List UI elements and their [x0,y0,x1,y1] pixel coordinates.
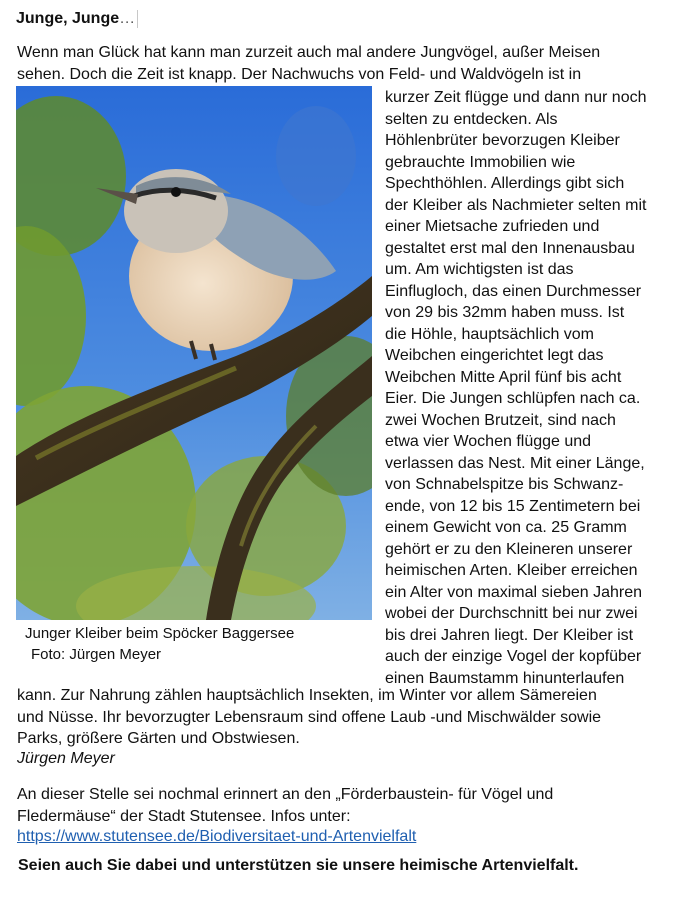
column-line: heimischen Arten. Kleiber erreichen [385,562,638,579]
column-line: zwei Wochen Brutzeit, sind nach [385,411,616,429]
photo-caption: Junger Kleiber beim Spöcker Baggersee [25,625,295,642]
column-line: Eier. Die Jungen schlüpfen nach ca. [385,390,641,407]
column-line: einen Baumstamm hinunterlaufen [385,669,625,687]
column-line: wobei der Durchschnitt bei nur zwei [385,605,638,622]
column-line: etwa vier Wochen flügge und [385,433,592,450]
intro-line: Wenn man Glück hat kann man zurzeit auch mal andere Jungvögel, außer Meisen [17,44,601,61]
column-line: Höhlenbrüter bevorzugen Kleiber [385,132,620,149]
body-line: und Nüsse. Ihr bevorzugter Lebensraum sind offene Laub -und Mischwälder sowie [17,708,602,726]
column-line: von 29 bis 32mm haben muss. Ist [385,304,625,321]
column-line: gebrauchte Immobilien wie [385,153,576,171]
column-line: kurzer Zeit flügge und dann nur noch [385,89,647,106]
column-line: Weibchen eingerichtet legt das [385,347,604,364]
column-line: einem Gewicht von ca. 25 Gramm [385,519,627,536]
column-line: von Schnabelspitze bis Schwanz- [385,476,624,493]
column-line: Weibchen Mitte April fünf bis acht [385,368,622,386]
column-line: gehört er zu den Kleineren unserer [385,540,633,558]
column-line: Spechthöhlen. Allerdings gibt sich [385,175,625,192]
column-line: selten zu entdecken. Als [385,110,558,128]
body-line: Parks, größere Gärten und Obstwiesen. [17,730,300,747]
author: Jürgen Meyer [17,750,115,767]
nuthatch-photo [16,86,372,620]
column-line: die Höhle, hauptsächlich vom [385,325,595,343]
notice-line: Fledermäuse“ der Stadt Stutensee. Infos unter: [17,807,351,825]
title-ellipsis: … [119,10,136,27]
notice-line: An dieser Stelle sei nochmal erinnert an den „Förderbaustein- für Vögel und [17,786,554,803]
title-text: Junge, Junge [16,10,120,27]
column-line: einer Mietsache zufrieden und [385,218,600,235]
column-line: Einflugloch, das einen Durchmesser [385,282,642,300]
stutensee-link[interactable]: https://www.stutensee.de/Biodiversitaet-und-Artenvielfalt [17,828,417,845]
link-line [17,826,416,848]
column-line: um. Am wichtigsten ist das [385,261,574,278]
column-line: gestaltet erst mal den Innenausbau [385,239,635,257]
column-line: ende, von 12 bis 15 Zentimetern bei [385,497,641,515]
photo-credit: Foto: Jürgen Meyer [31,646,162,663]
column-line: der Kleiber als Nachmieter selten mit [385,196,647,214]
column-line: bis drei Jahren liegt. Der Kleiber ist [385,626,634,644]
column-line: auch der einzige Vogel der kopfüber [385,648,642,665]
closing-statement: Seien auch Sie dabei und unterstützen sie unsere heimische Artenvielfalt. [18,857,579,874]
article-title [16,10,138,28]
column-line: verlassen das Nest. Mit einer Länge, [385,454,645,472]
column-line: ein Alter von maximal sieben Jahren [385,583,643,601]
body-line: kann. Zur Nahrung zählen hauptsächlich Insekten, im Winter vor allem Sämereien [17,687,597,704]
intro-line: sehen. Doch die Zeit ist knapp. Der Nachwuchs von Feld- und Waldvögeln ist in [17,65,582,83]
